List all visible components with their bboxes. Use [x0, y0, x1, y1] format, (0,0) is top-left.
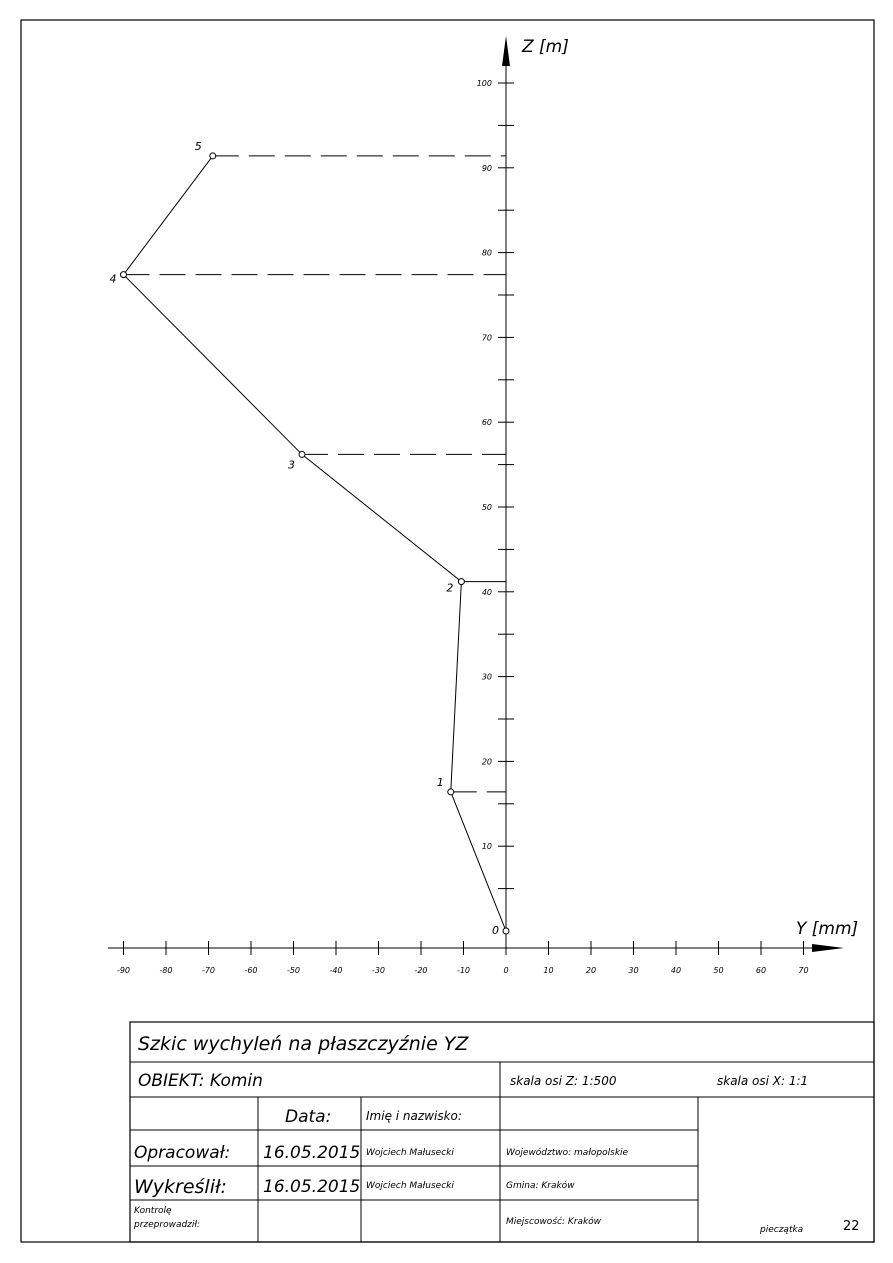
x-tick-label-14: 50 — [713, 966, 724, 975]
z-tick-label-3: 40 — [481, 587, 492, 597]
tb-name-1: Wojciech Małusecki — [366, 1148, 454, 1158]
tb-name-2: Wojciech Małusecki — [366, 1181, 454, 1191]
z-tick-label-9: 100 — [476, 79, 492, 88]
z-tick-label-4: 50 — [481, 503, 492, 512]
deviation-line — [124, 156, 507, 931]
point-label-1: 1 — [436, 775, 444, 789]
tb-control-role-line2: przeprowadził: — [134, 1220, 201, 1230]
z-axis-arrow — [502, 36, 510, 66]
tb-role-1: Opracował: — [134, 1143, 231, 1163]
x-tick-label-2: -70 — [201, 966, 216, 975]
point-label-0: 0 — [492, 924, 499, 937]
y-axis-arrow — [812, 944, 844, 952]
point-marker-4 — [121, 272, 127, 278]
point-marker-3 — [299, 451, 305, 457]
projection-lines — [124, 156, 507, 792]
tb-scale-x: skala osi X: 1:1 — [717, 1074, 809, 1088]
tb-title: Szkic wychyleń na płaszczyźnie YZ — [138, 1033, 469, 1055]
x-tick-label-12: 30 — [628, 966, 639, 975]
z-axis-title: Z [m] — [522, 37, 569, 57]
z-ticks — [477, 79, 514, 889]
sheet-border — [21, 20, 874, 1242]
x-ticks — [117, 941, 809, 975]
z-tick-label-0: 10 — [481, 842, 492, 852]
tb-object: OBIEKT: Komin — [138, 1071, 263, 1091]
x-tick-label-4: -50 — [286, 966, 301, 975]
x-tick-label-11: 20 — [585, 966, 597, 975]
x-tick-label-0: -90 — [116, 966, 131, 975]
tb-date-header: Data: — [285, 1107, 332, 1127]
z-tick-label-8: 90 — [481, 163, 492, 173]
x-tick-label-16: 70 — [798, 966, 809, 975]
x-tick-label-5: -40 — [329, 966, 343, 975]
point-label-5: 5 — [194, 139, 202, 153]
x-tick-label-8: -10 — [456, 966, 471, 975]
x-tick-label-6: -30 — [371, 966, 386, 975]
title-block-frame — [130, 1022, 874, 1242]
x-tick-label-3: -60 — [244, 966, 258, 975]
tb-name-header: Imię i nazwisko: — [366, 1109, 462, 1123]
z-tick-label-5: 60 — [481, 418, 492, 428]
z-tick-label-6: 70 — [481, 333, 492, 343]
axes — [108, 36, 858, 952]
tb-info-1: Województwo: małopolskie — [506, 1148, 629, 1158]
point-marker-1 — [448, 789, 454, 795]
point-label-4: 4 — [109, 272, 117, 286]
point-label-3: 3 — [288, 458, 295, 472]
x-tick-label-7: -20 — [414, 966, 428, 975]
tb-stamp: pieczątka — [760, 1225, 804, 1235]
x-tick-label-1: -80 — [159, 966, 173, 975]
tb-locality: Miejscowość: Kraków — [506, 1217, 602, 1227]
point-label-2: 2 — [446, 581, 454, 595]
x-tick-label-10: 10 — [543, 966, 554, 975]
tb-info-2: Gmina: Kraków — [506, 1181, 575, 1191]
z-tick-label-2: 30 — [481, 672, 492, 682]
tb-scale-z: skala osi Z: 1:500 — [510, 1074, 617, 1088]
point-marker-5 — [210, 153, 216, 159]
x-tick-label-13: 40 — [670, 966, 682, 975]
tb-role-2: Wykreślił: — [134, 1176, 227, 1198]
point-marker-0 — [503, 928, 509, 934]
x-tick-label-15: 60 — [755, 966, 767, 975]
deviation-chart — [108, 36, 858, 975]
z-tick-label-1: 20 — [481, 757, 492, 767]
tb-control-role-line1: Kontrolę — [134, 1206, 172, 1216]
deviation-series — [110, 140, 510, 937]
tb-date-2: 16.05.2015 — [263, 1177, 361, 1197]
title-block — [130, 1022, 874, 1242]
x-tick-label-9: 0 — [503, 966, 509, 975]
tb-date-1: 16.05.2015 — [263, 1143, 361, 1163]
z-tick-label-7: 80 — [481, 248, 492, 258]
y-axis-title: Y [mm] — [796, 919, 859, 939]
tb-sheet-number: 22 — [843, 1219, 860, 1234]
point-marker-2 — [458, 579, 464, 585]
